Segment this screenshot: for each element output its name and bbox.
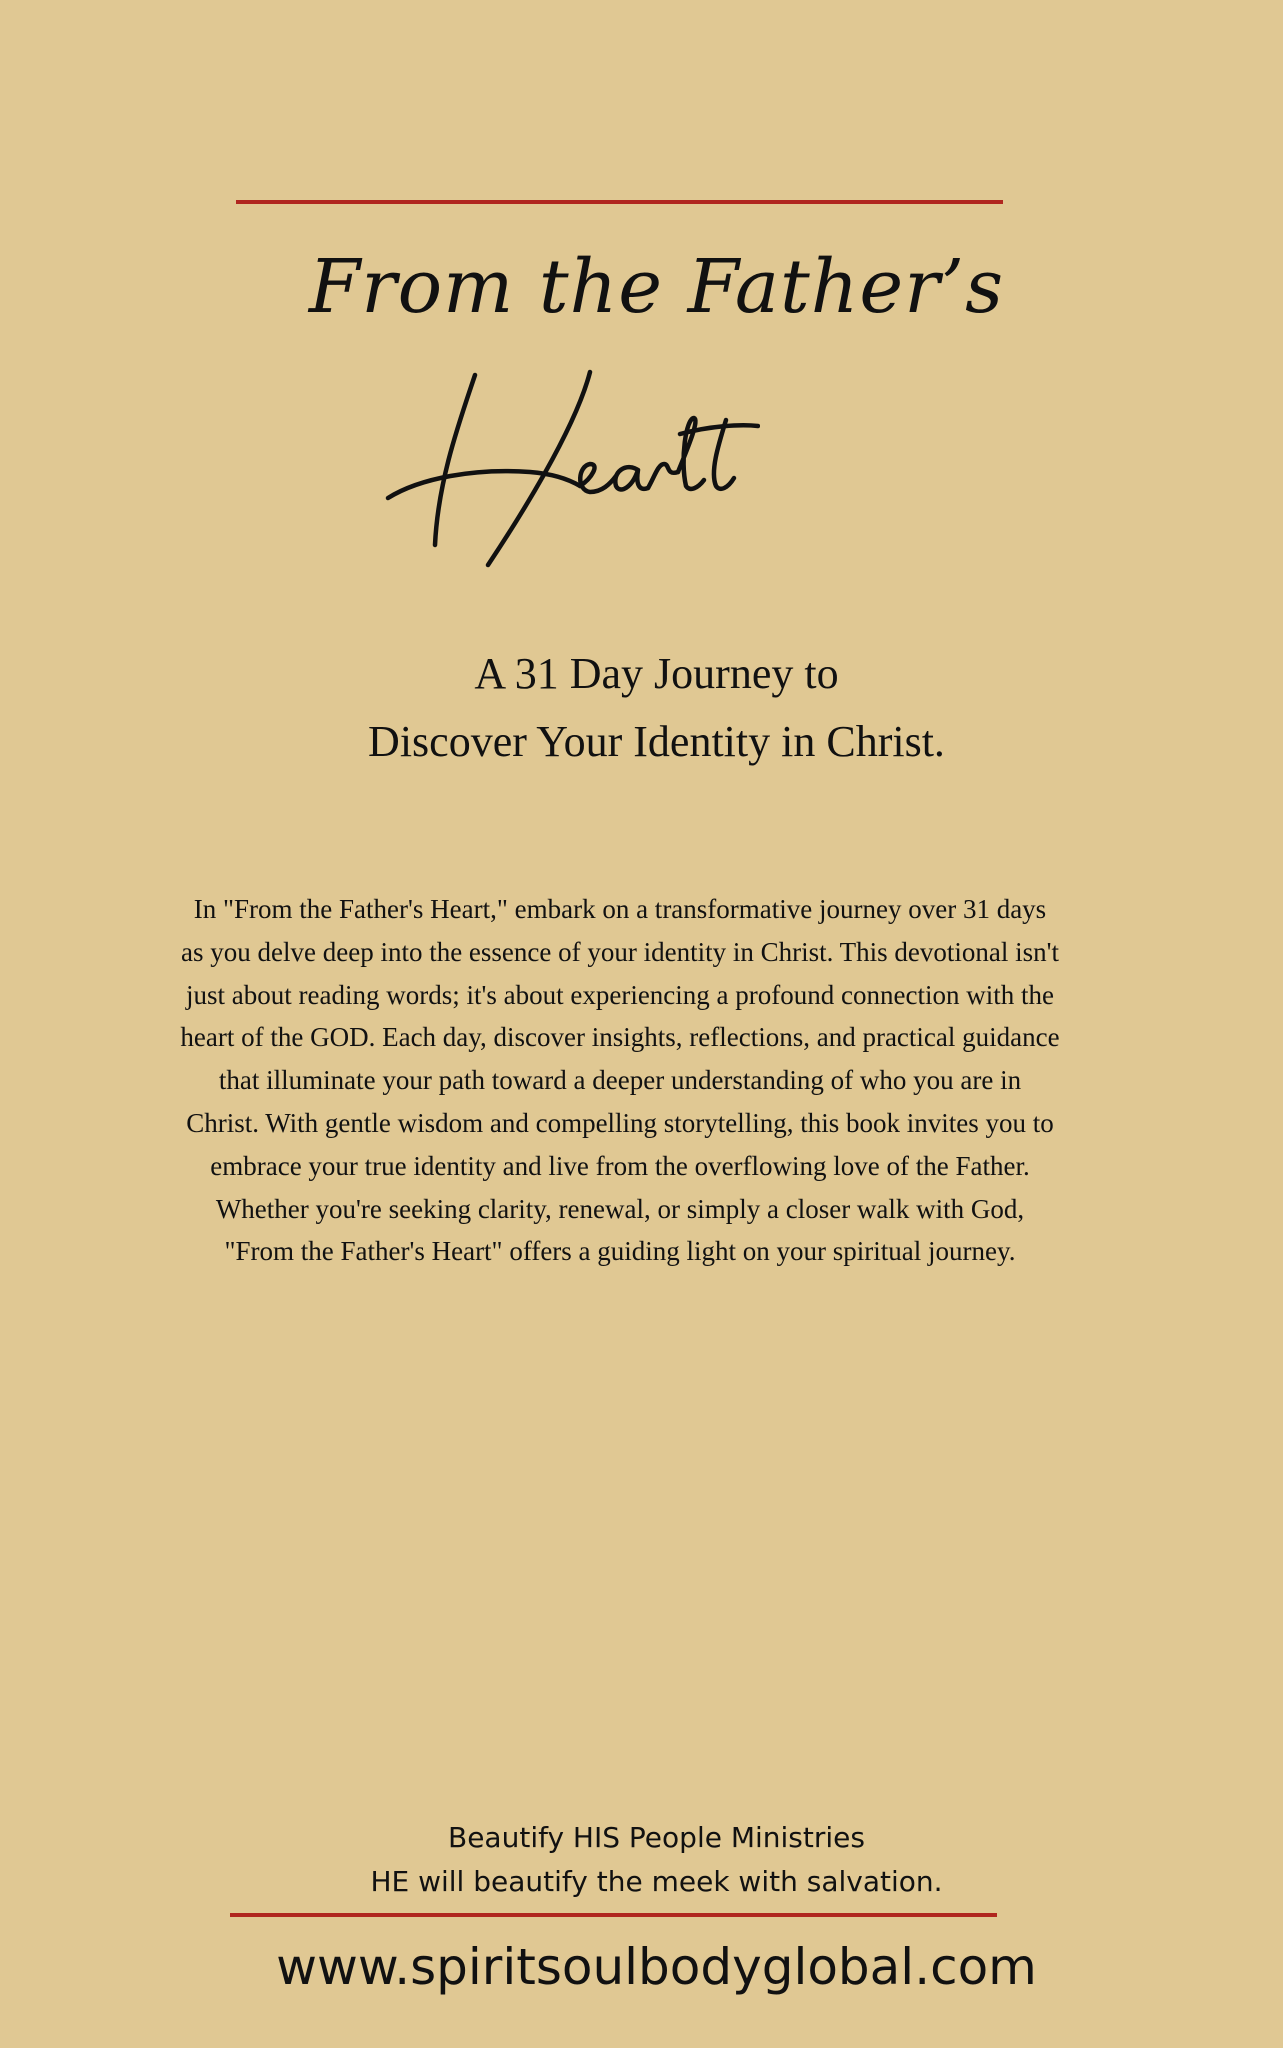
title-line-1: From the Father’s (308, 244, 1005, 330)
book-description (120, 888, 1120, 1273)
top-divider-line (236, 200, 1003, 204)
ministry-block (0, 1816, 1283, 1904)
description-line: heart of the GOD. Each day, discover insights, reflections, and practical guidance (180, 1022, 1060, 1053)
subtitle (0, 640, 1283, 776)
description-line: embrace your true identity and live from the overflowing love of the Father. (210, 1150, 1030, 1181)
subtitle-line: A 31 Day Journey to (474, 649, 839, 698)
description-line: In "From the Father's Heart," embark on a transformative journey over 31 days (193, 894, 1047, 924)
ministry-name: Beautify HIS People Ministries (448, 1821, 865, 1854)
description-line: that illuminate your path toward a deeper understanding of who you are in (218, 1065, 1022, 1096)
description-line: "From the Father's Heart" offers a guiding light on your spiritual journey. (224, 1236, 1016, 1267)
title-script-heart (380, 360, 760, 580)
description-line: Christ. With gentle wisdom and compelling storytelling, this book invites you to (186, 1107, 1054, 1138)
description-line: Whether you're seeking clarity, renewal, or simply a closer walk with God, (215, 1193, 1025, 1224)
bottom-divider-line (230, 1913, 997, 1917)
description-line: just about reading words; it's about experiencing a profound connection with the (186, 979, 1054, 1010)
ministry-tagline: HE will beautify the meek with salvation. (370, 1865, 943, 1898)
description-line: as you delve deep into the essence of your identity in Christ. This devotional isn't (181, 936, 1059, 967)
website-url: www.spiritsoulbodyglobal.com (276, 1938, 1037, 1996)
subtitle-line: Discover Your Identity in Christ. (368, 717, 945, 766)
